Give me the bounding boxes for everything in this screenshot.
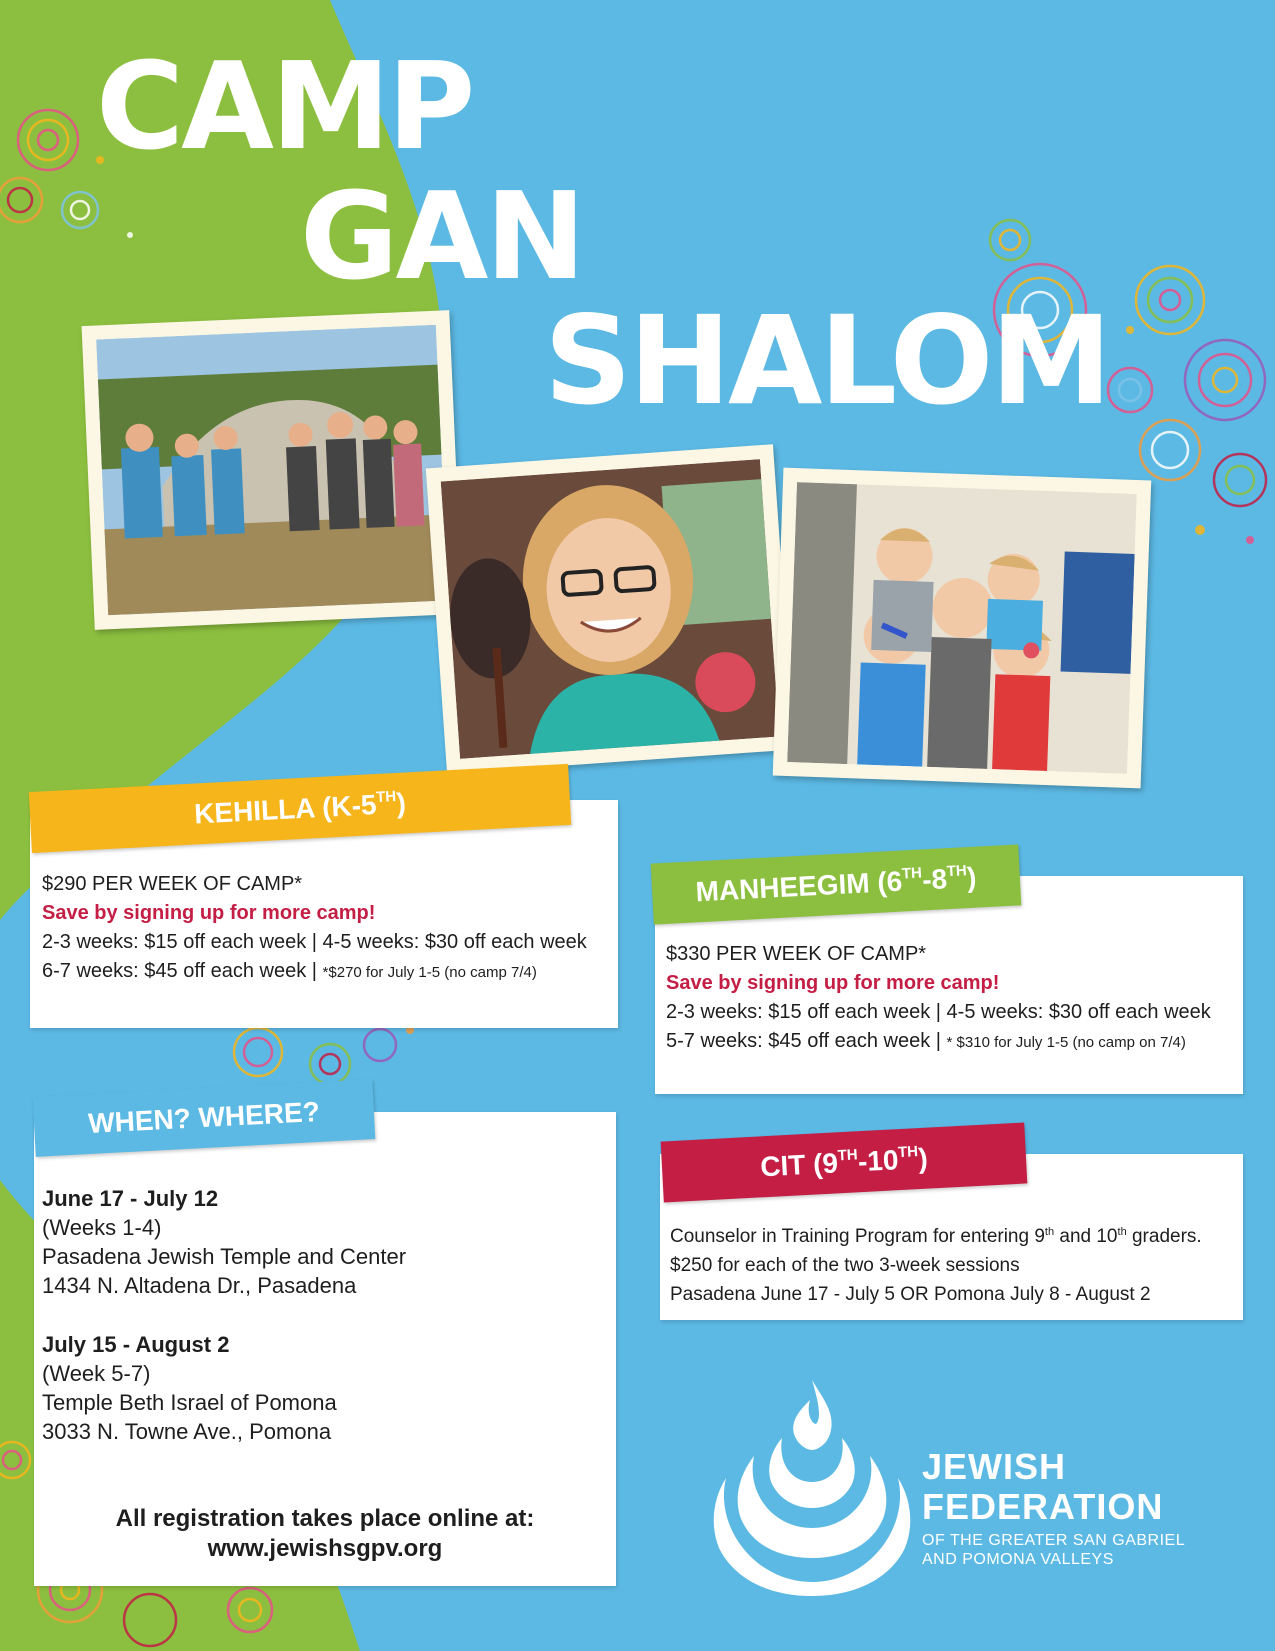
kehilla-heading-sup: TH xyxy=(375,787,397,806)
manheegim-note: * $310 for July 1-5 (no camp on 7/4) xyxy=(946,1034,1186,1051)
cit-desc-sup-2: th xyxy=(1117,1226,1127,1238)
session-1-dates: June 17 - July 12 xyxy=(42,1186,219,1211)
cit-heading-mid: -10 xyxy=(857,1144,900,1178)
manheegim-details xyxy=(666,940,1211,1057)
camping-group-photo xyxy=(82,310,463,630)
kehilla-heading-end: ) xyxy=(395,787,407,819)
title-line-shalom: SHALOM xyxy=(544,290,1109,432)
registration-link[interactable]: www.jewishsgpv.org xyxy=(207,1535,443,1562)
manheegim-heading-sup-1: TH xyxy=(901,864,923,883)
kehilla-note: *$270 for July 1-5 (no camp 7/4) xyxy=(322,964,537,981)
kehilla-details xyxy=(42,870,587,987)
cit-desc-c: graders. xyxy=(1126,1226,1202,1247)
flame-bowl-logo-icon xyxy=(712,1378,912,1598)
federation-name-line-1: JEWISH xyxy=(922,1446,1067,1487)
federation-subtitle-line-1: OF THE GREATER SAN GABRIEL xyxy=(922,1532,1186,1549)
cit-description xyxy=(670,1218,1202,1251)
manheegim-save: Save by signing up for more camp! xyxy=(666,972,1000,994)
kehilla-save: Save by signing up for more camp! xyxy=(42,902,376,924)
cit-desc-b: and 10 xyxy=(1054,1226,1118,1247)
smiling-girl-photo xyxy=(426,444,794,774)
title-line-camp: CAMP xyxy=(96,38,473,177)
when-where-heading: WHEN? WHERE? xyxy=(33,1079,376,1157)
cit-heading-end: ) xyxy=(917,1142,929,1175)
federation-name-line-2: FEDERATION xyxy=(922,1486,1164,1527)
manheegim-price: $330 PER WEEK OF CAMP* xyxy=(666,943,927,965)
cit-heading-text: CIT (9 xyxy=(759,1147,839,1183)
session-2-address: 3033 N. Towne Ave., Pomona xyxy=(42,1419,332,1444)
cit-desc-a: Counselor in Training Program for entering 9 xyxy=(670,1226,1045,1247)
cit-heading-sup-2: TH xyxy=(897,1143,919,1162)
title-line-gan: GAN xyxy=(300,168,583,307)
manheegim-discount-line-1: 2-3 weeks: $15 off each week | 4-5 weeks: $30 off each week xyxy=(666,1001,1211,1023)
kehilla-discount-line-2 xyxy=(42,957,587,987)
session-2-weeks: (Week 5-7) xyxy=(42,1361,151,1386)
manheegim-heading-text: MANHEEGIM (6 xyxy=(694,865,904,908)
federation-subtitle-line-2: AND POMONA VALLEYS xyxy=(922,1551,1114,1568)
manheegim-heading-mid: -8 xyxy=(921,863,948,896)
session-1-venue: Pasadena Jewish Temple and Center xyxy=(42,1244,407,1269)
manheegim-discount-line-2a: 5-7 weeks: $45 off each week | xyxy=(666,1030,947,1052)
kehilla-discount-line-2a: 6-7 weeks: $45 off each week | xyxy=(42,960,323,982)
session-1-weeks: (Weeks 1-4) xyxy=(42,1215,162,1240)
cit-price: $250 for each of the two 3-week sessions xyxy=(670,1255,1020,1276)
cit-sessions: Pasadena June 17 - July 5 OR Pomona July 8 - August 2 xyxy=(670,1284,1151,1305)
cit-details xyxy=(670,1218,1202,1309)
cit-heading-sup-1: TH xyxy=(837,1146,859,1165)
cit-desc-sup-1: th xyxy=(1044,1226,1055,1238)
kehilla-price: $290 PER WEEK OF CAMP* xyxy=(42,873,303,895)
session-1-address: 1434 N. Altadena Dr., Pasadena xyxy=(42,1273,357,1298)
manheegim-discount-line-2 xyxy=(666,1027,1211,1057)
manheegim-heading-sup-2: TH xyxy=(946,862,968,881)
kehilla-discount-line-1: 2-3 weeks: $15 off each week | 4-5 weeks: $30 off each week xyxy=(42,931,587,953)
manheegim-heading-end: ) xyxy=(966,861,978,894)
registration-text: All registration takes place online at: xyxy=(115,1505,535,1532)
when-where-details xyxy=(42,1184,406,1446)
kehilla-heading-text: KEHILLA (K-5 xyxy=(193,789,378,830)
session-2-dates: July 15 - August 2 xyxy=(42,1332,230,1357)
kids-face-paint-photo xyxy=(773,468,1152,789)
session-2-venue: Temple Beth Israel of Pomona xyxy=(42,1390,337,1415)
